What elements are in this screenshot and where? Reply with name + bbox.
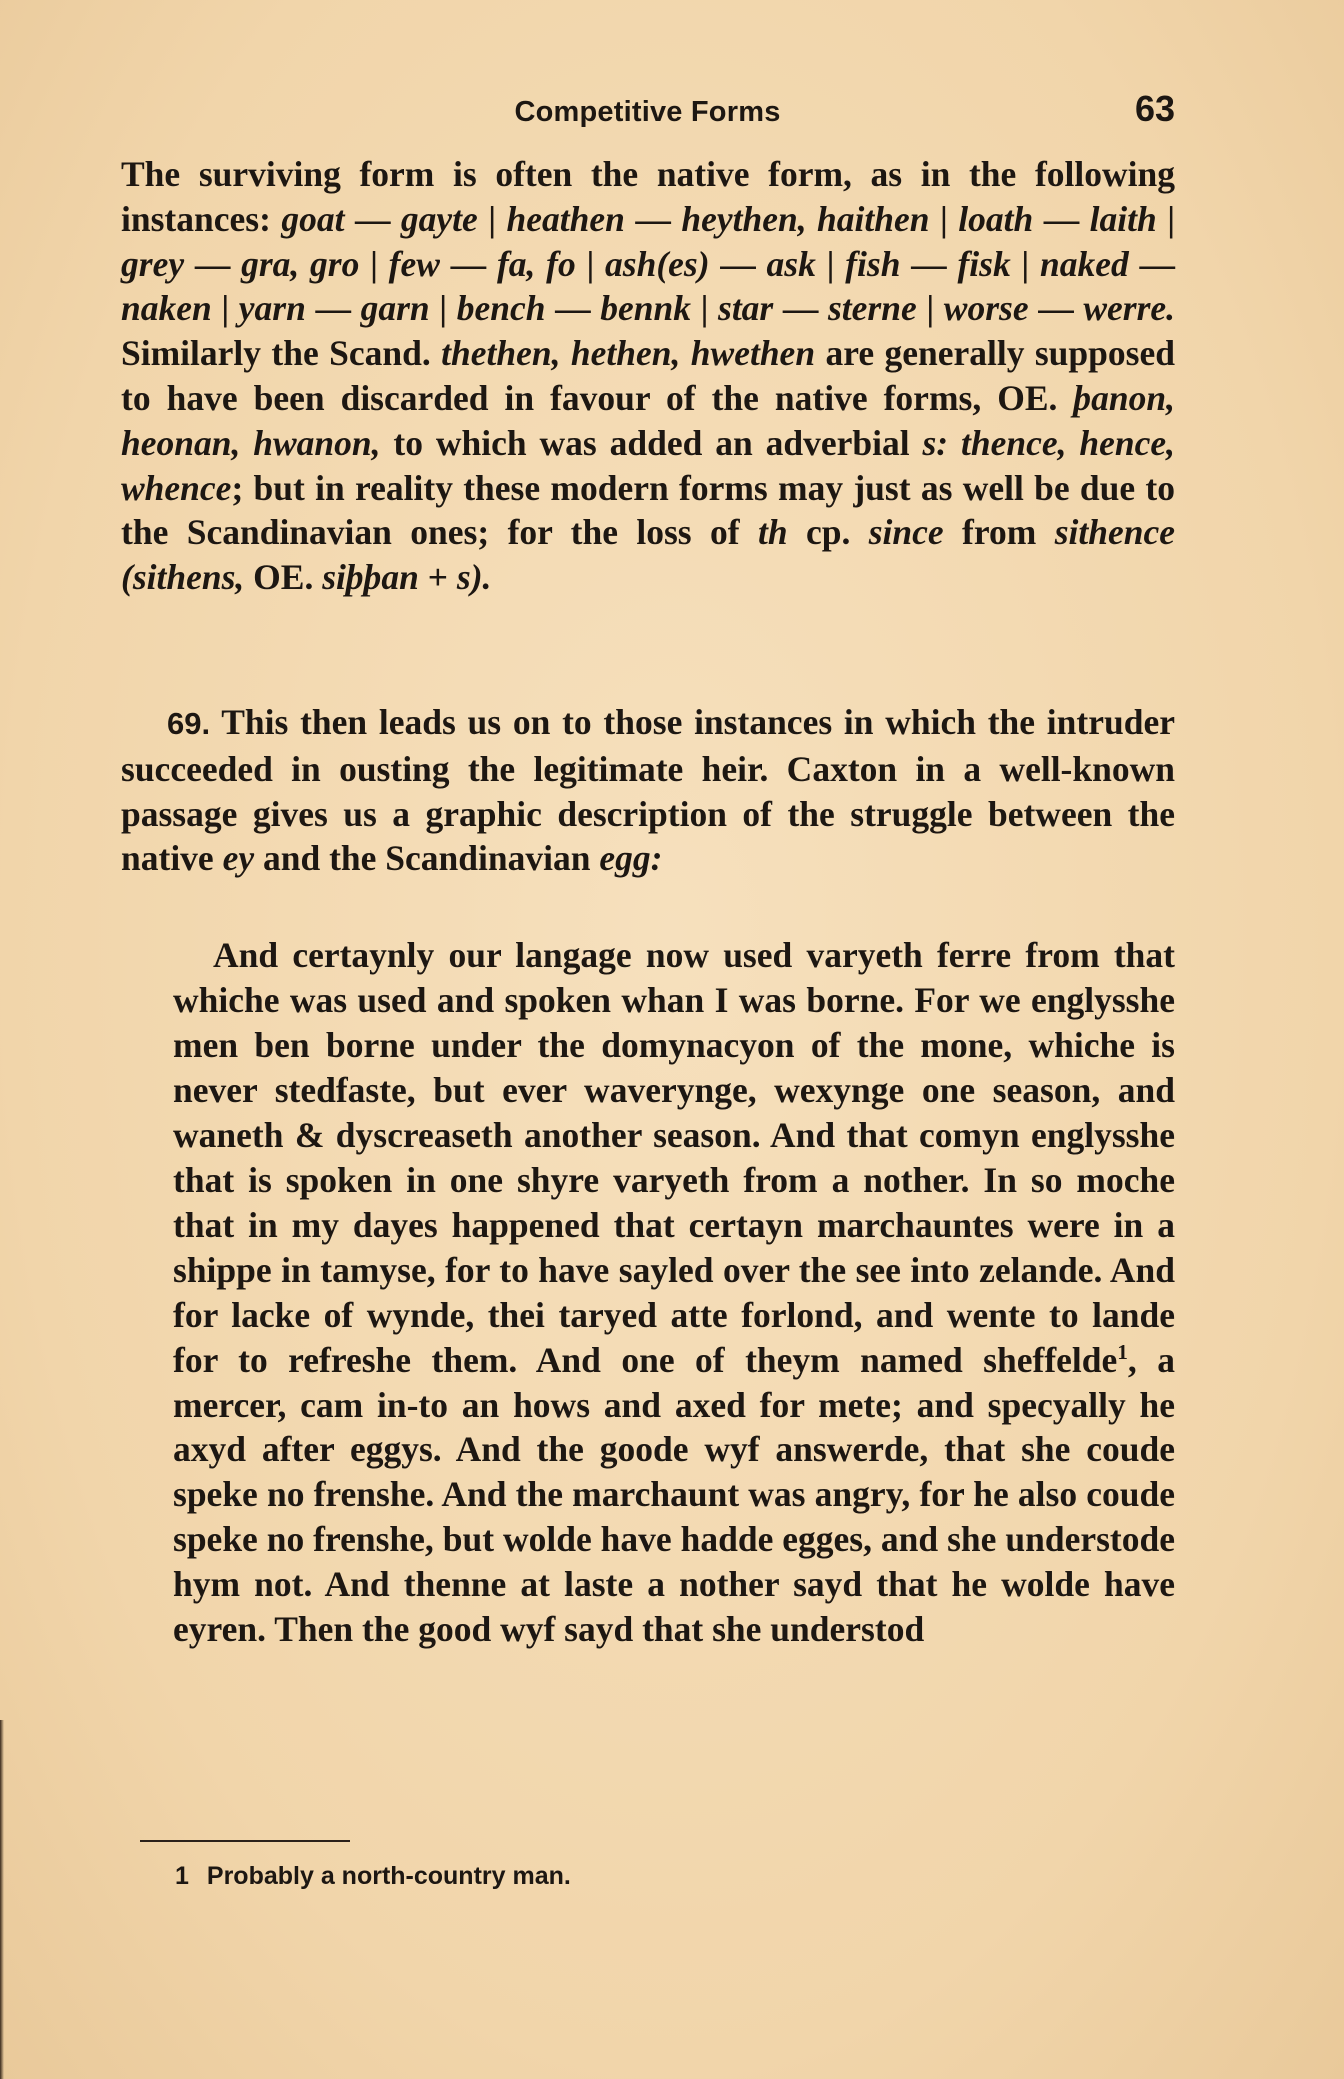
page-header (120, 88, 1175, 138)
footnote (175, 1862, 1075, 1891)
paragraph-69: 69. This then leads us on to those instances in which the intruder succeeded in ousting the legitimate heir. Caxton in a well-known passage gives us a graphic description of the struggle between the native ey and the Scandinavian egg: (121, 702, 1175, 879)
footnote-text: Probably a north-country man. (206, 1862, 571, 1890)
page-number: 63 (1134, 88, 1175, 129)
section-number: 69. (167, 706, 211, 741)
footnote-reference: 1 (1117, 1339, 1128, 1364)
paragraph-1: The surviving form is often the native form, as in the following instances: goat — gayte | heathen — heythen, haithen | loath — laith | grey — gra, gro | few — fa, fo | ash(es) — ask | fish — fisk | naked — naken | yarn — garn | bench — bennk | star — sterne | worse — werre. Similarly the Scand. thethen, hethen, hwethen are generally supposed to have been discarded in favour of the native forms, OE. þanon, heonan, hwanon, to which was added an adverbial s: thence, hence, whence; but in reality these modern forms may just as well be due to the Scandinavian ones; for the loss of th cp. since from sithence (sithens, OE. siþþan + s). (121, 154, 1176, 598)
footnote-mark: 1 (175, 1862, 189, 1890)
page-edge-shadow (0, 1720, 4, 2079)
running-title: Competitive Forms (514, 96, 781, 128)
caxton-quotation: And certaynly our langage now used varyeth ferre from that whiche was used and spoken whan I was borne. For we englysshe men ben borne under the domynacyon of the mone, whiche is never stedfaste, but ever waverynge, wexynge one season, and waneth & dyscreaseth another season. And that comyn englysshe that is spoken in one shyre varyeth from a nother. In so moche that in my dayes happened that certayn marchauntes were in a shippe in tamyse, for to have sayled over the see into zelande. And for lacke of wynde, thei taryed atte forlond, and wente to lande for to refreshe them. And one of theym named sheffelde$^1$, a mercer, cam in-to an hows and axed for mete; and specyally he axyd after eggys. And the goode wyf answerde, that she coude speke no frenshe. And the marchaunt was angry, for he also coude speke no frenshe, but wolde have hadde egges, and she understode hym not. And thenne at laste a nother sayd that he wolde have eyren. Then the good wyf sayd that she understod (173, 935, 1175, 1650)
footnote-rule (140, 1840, 350, 1842)
